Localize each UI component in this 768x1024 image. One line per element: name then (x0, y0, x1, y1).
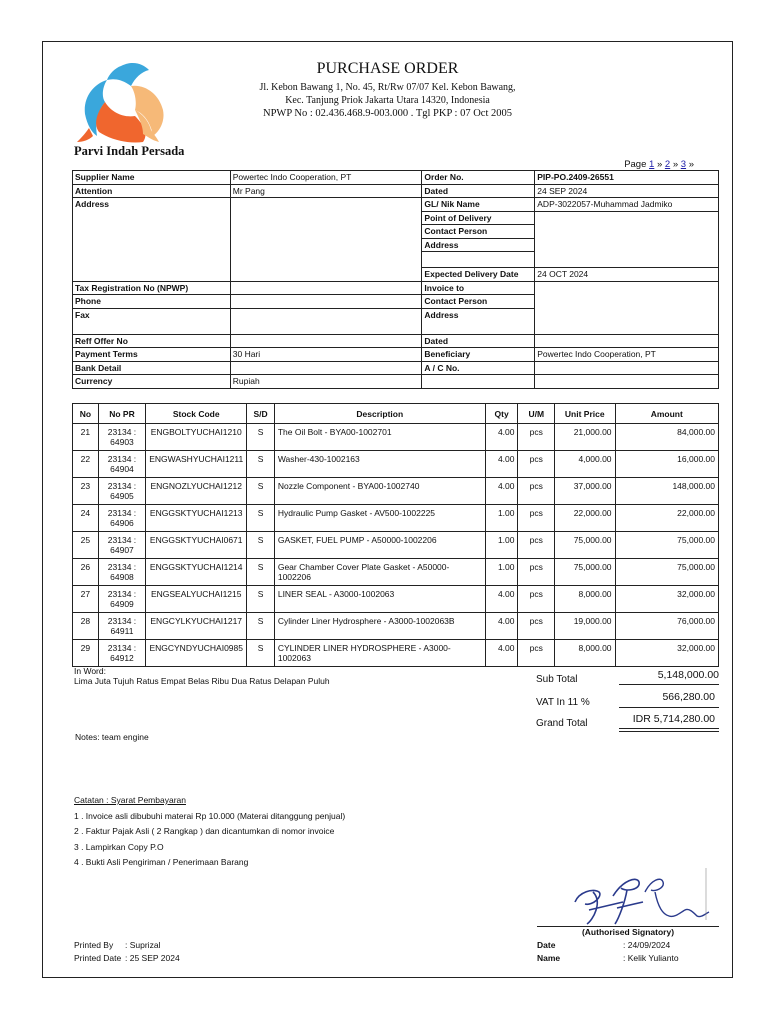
row-um: pcs (518, 586, 555, 613)
row-unit-price: 75,000.00 (555, 532, 616, 559)
bank-detail-value (230, 361, 422, 375)
row-sd: S (247, 559, 275, 586)
subtotal-underline (619, 684, 719, 685)
pagination-separator: » (688, 159, 694, 170)
row-qty: 4.00 (485, 451, 518, 478)
row-no: 21 (73, 424, 99, 451)
sign-date-value: : 24/09/2024 (623, 940, 671, 950)
row-um: pcs (518, 532, 555, 559)
terms-item: 4 . Bukti Asli Pengiriman / Penerimaan Barang (74, 857, 249, 867)
row-um: pcs (518, 505, 555, 532)
address-line-2: Kec. Tanjung Priok Jakarta Utara 14320, Indonesia (285, 95, 490, 106)
tax-registration-label: Tax Registration No (NPWP) (73, 281, 231, 295)
row-unit-price: 22,000.00 (555, 505, 616, 532)
payment-terms-value: 30 Hari (230, 348, 422, 362)
grand-total-double-underline (619, 731, 719, 732)
row-description: Hydraulic Pump Gasket - AV500-1002225 (274, 505, 485, 532)
row-amount: 16,000.00 (615, 451, 718, 478)
grand-total-value: IDR 5,714,280.00 (632, 713, 715, 725)
invoice-to-label: Invoice to (422, 281, 535, 295)
row-sd: S (247, 586, 275, 613)
row-stock-code: ENGGSKTYUCHAI1213 (146, 505, 247, 532)
row-description: Cylinder Liner Hydrosphere - A3000-1002063B (274, 613, 485, 640)
authorised-signatory-label: (Authorised Signatory) (581, 927, 675, 937)
row-no: 22 (73, 451, 99, 478)
row-qty: 1.00 (485, 532, 518, 559)
col-header-unit-price: Unit Price (555, 404, 616, 424)
table-row (73, 532, 719, 559)
empty-cell (422, 252, 535, 268)
row-description: CYLINDER LINER HYDROSPHERE - A3000-1002063 (274, 640, 485, 667)
empty-cell (535, 375, 719, 389)
row-um: pcs (518, 424, 555, 451)
row-no: 23 (73, 478, 99, 505)
invoice-contact-label: Contact Person (422, 295, 535, 309)
row-stock-code: ENGGSKTYUCHAI1214 (146, 559, 247, 586)
col-header-stock-code: Stock Code (146, 404, 247, 424)
row-unit-price: 21,000.00 (555, 424, 616, 451)
row-um: pcs (518, 451, 555, 478)
col-header-no-pr: No PR (98, 404, 146, 424)
reff-offer-label: Reff Offer No (73, 334, 231, 348)
terms-item: 2 . Faktur Pajak Asli ( 2 Rangkap ) dan dicantumkan di nomor invoice (74, 826, 335, 836)
row-amount: 76,000.00 (615, 613, 718, 640)
npwp-line: NPWP No : 02.436.468.9-003.000 . Tgl PKP : 07 Oct 2005 (263, 108, 512, 119)
col-header-amount: Amount (615, 404, 718, 424)
table-row (73, 505, 719, 532)
row-qty: 1.00 (485, 559, 518, 586)
row-no: 29 (73, 640, 99, 667)
address-value (230, 198, 422, 282)
printed-date-label: Printed Date (74, 953, 122, 963)
row-description: Gear Chamber Cover Plate Gasket - A50000-1002206 (274, 559, 485, 586)
row-no: 26 (73, 559, 99, 586)
row-sd: S (247, 451, 275, 478)
row-description: GASKET, FUEL PUMP - A50000-1002206 (274, 532, 485, 559)
pagination-separator: » (672, 159, 679, 170)
row-stock-code: ENGCYNDYUCHAI0985 (146, 640, 247, 667)
payment-terms-label: Payment Terms (73, 348, 231, 362)
printed-date-value: : 25 SEP 2024 (125, 953, 180, 963)
reff-offer-value (230, 334, 422, 348)
account-no-value (535, 361, 719, 375)
address-label: Address (73, 198, 231, 282)
expected-delivery-value: 24 OCT 2024 (535, 268, 719, 282)
page-link-2[interactable]: 2 (664, 159, 671, 170)
sign-name-value: : Kelik Yulianto (623, 953, 679, 963)
row-stock-code: ENGWASHYUCHAI1211 (146, 451, 247, 478)
dated-value: 24 SEP 2024 (535, 184, 719, 198)
order-no-value: PIP-PO.2409-26551 (535, 171, 719, 185)
row-sd: S (247, 478, 275, 505)
row-qty: 4.00 (485, 613, 518, 640)
fax-label: Fax (73, 308, 231, 334)
row-amount: 32,000.00 (615, 586, 718, 613)
sign-name-label: Name (537, 953, 561, 963)
row-amount: 75,000.00 (615, 532, 718, 559)
subtotal-value: 5,148,000.00 (657, 669, 719, 681)
items-table (72, 403, 719, 667)
pagination-label: Page (624, 159, 647, 170)
row-qty: 4.00 (485, 478, 518, 505)
gl-label: GL/ Nik Name (422, 198, 535, 212)
in-word-text: Lima Juta Tujuh Ratus Empat Belas Ribu Dua Ratus Delapan Puluh (74, 676, 330, 686)
payment-terms-section (74, 793, 345, 871)
page-link-3[interactable]: 3 (680, 159, 687, 170)
document-title: PURCHASE ORDER (316, 60, 459, 77)
row-unit-price: 8,000.00 (555, 640, 616, 667)
col-header-qty: Qty (485, 404, 518, 424)
attention-label: Attention (73, 184, 231, 198)
currency-value: Rupiah (230, 375, 422, 389)
delivery-value (535, 211, 719, 268)
row-um: pcs (518, 640, 555, 667)
row-stock-code: ENGGSKTYUCHAI0671 (146, 532, 247, 559)
signature-icon (563, 862, 713, 930)
contact-person-label: Contact Person (422, 225, 535, 239)
items-header-row (73, 404, 719, 424)
row-sd: S (247, 424, 275, 451)
in-word-label: In Word: (74, 666, 106, 676)
row-sd: S (247, 505, 275, 532)
dated-label: Dated (422, 184, 535, 198)
table-row (73, 451, 719, 478)
col-header-um: U/M (518, 404, 555, 424)
grand-total-underline (619, 728, 719, 729)
row-unit-price: 75,000.00 (555, 559, 616, 586)
vat-value: 566,280.00 (662, 691, 715, 703)
row-description: The Oil Bolt - BYA00-1002701 (274, 424, 485, 451)
row-qty: 4.00 (485, 586, 518, 613)
col-header-sd: S/D (247, 404, 275, 424)
row-no-pr: 23134 : 64909 (98, 586, 146, 613)
table-row (73, 559, 719, 586)
row-qty: 4.00 (485, 424, 518, 451)
supplier-name-label: Supplier Name (73, 171, 231, 185)
row-unit-price: 4,000.00 (555, 451, 616, 478)
amount-in-words (74, 666, 330, 686)
notes: Notes: team engine (75, 732, 149, 742)
table-row (73, 613, 719, 640)
currency-label: Currency (73, 375, 231, 389)
row-no-pr: 23134 : 64911 (98, 613, 146, 640)
row-no: 28 (73, 613, 99, 640)
row-no-pr: 23134 : 64906 (98, 505, 146, 532)
row-amount: 32,000.00 (615, 640, 718, 667)
beneficiary-value: Powertec Indo Cooperation, PT (535, 348, 719, 362)
company-name: Parvi Indah Persada (74, 144, 185, 158)
row-stock-code: ENGBOLTYUCHAI1210 (146, 424, 247, 451)
row-um: pcs (518, 478, 555, 505)
invoice-address-label: Address (422, 308, 535, 334)
printed-by-value: : Suprizal (125, 940, 161, 950)
row-unit-price: 8,000.00 (555, 586, 616, 613)
supplier-name-value: Powertec Indo Cooperation, PT (230, 171, 422, 185)
row-qty: 4.00 (485, 640, 518, 667)
row-amount: 75,000.00 (615, 559, 718, 586)
fax-value (230, 308, 422, 334)
row-sd: S (247, 532, 275, 559)
grand-total-label: Grand Total (536, 718, 588, 729)
row-no-pr: 23134 : 64903 (98, 424, 146, 451)
order-no-label: Order No. (422, 171, 535, 185)
bank-detail-label: Bank Detail (73, 361, 231, 375)
row-unit-price: 37,000.00 (555, 478, 616, 505)
row-stock-code: ENGNOZLYUCHAI1212 (146, 478, 247, 505)
row-unit-price: 19,000.00 (555, 613, 616, 640)
row-qty: 1.00 (485, 505, 518, 532)
address-line-1: Jl. Kebon Bawang 1, No. 45, Rt/Rw 07/07 Kel. Kebon Bawang, (259, 82, 516, 93)
order-info-table (72, 170, 719, 389)
tax-registration-value (230, 281, 422, 295)
gl-value: ADP-3022057-Muhammad Jadmiko (535, 198, 719, 212)
row-description: Nozzle Component - BYA00-1002740 (274, 478, 485, 505)
row-amount: 148,000.00 (615, 478, 718, 505)
invoice-value (535, 281, 719, 334)
row-um: pcs (518, 613, 555, 640)
pagination (624, 159, 694, 170)
row-description: Washer-430-1002163 (274, 451, 485, 478)
row-stock-code: ENGCYLKYUCHAI1217 (146, 613, 247, 640)
table-row (73, 478, 719, 505)
row-no-pr: 23134 : 64904 (98, 451, 146, 478)
row-amount: 22,000.00 (615, 505, 718, 532)
page-link-1[interactable]: 1 (649, 159, 655, 170)
row-amount: 84,000.00 (615, 424, 718, 451)
purchase-order-page (42, 41, 733, 978)
row-sd: S (247, 613, 275, 640)
invoice-dated-value (535, 334, 719, 348)
point-of-delivery-label: Point of Delivery (422, 211, 535, 225)
row-stock-code: ENGSEALYUCHAI1215 (146, 586, 247, 613)
invoice-dated-label: Dated (422, 334, 535, 348)
row-no-pr: 23134 : 64905 (98, 478, 146, 505)
phone-label: Phone (73, 295, 231, 309)
row-no-pr: 23134 : 64908 (98, 559, 146, 586)
col-header-description: Description (274, 404, 485, 424)
row-no: 24 (73, 505, 99, 532)
terms-item: 3 . Lampirkan Copy P.O (74, 841, 164, 852)
row-no-pr: 23134 : 64912 (98, 640, 146, 667)
row-description: LINER SEAL - A3000-1002063 (274, 586, 485, 613)
row-no-pr: 23134 : 64907 (98, 532, 146, 559)
row-no: 25 (73, 532, 99, 559)
printed-by-label: Printed By (74, 940, 114, 950)
row-um: pcs (518, 559, 555, 586)
terms-title: Catatan : Syarat Pembayaran (74, 795, 186, 805)
empty-cell (422, 375, 535, 389)
table-row (73, 424, 719, 451)
sign-date-label: Date (537, 940, 556, 950)
row-no: 27 (73, 586, 99, 613)
table-row (73, 640, 719, 667)
beneficiary-label: Beneficiary (422, 348, 535, 362)
table-row (73, 586, 719, 613)
col-header-no: No (73, 404, 99, 424)
subtotal-label: Sub Total (536, 674, 578, 685)
terms-item: 1 . Invoice asli dibubuhi materai Rp 10.000 (Materai ditanggung penjual) (74, 810, 346, 821)
vat-underline (619, 707, 719, 708)
attention-value: Mr Pang (230, 184, 422, 198)
account-no-label: A / C No. (422, 361, 535, 375)
pagination-separator: » (656, 159, 663, 170)
delivery-address-label: Address (422, 238, 535, 252)
expected-delivery-label: Expected Delivery Date (422, 268, 535, 282)
row-sd: S (247, 640, 275, 667)
vat-label: VAT In 11 % (536, 697, 590, 708)
phone-value (230, 295, 422, 309)
